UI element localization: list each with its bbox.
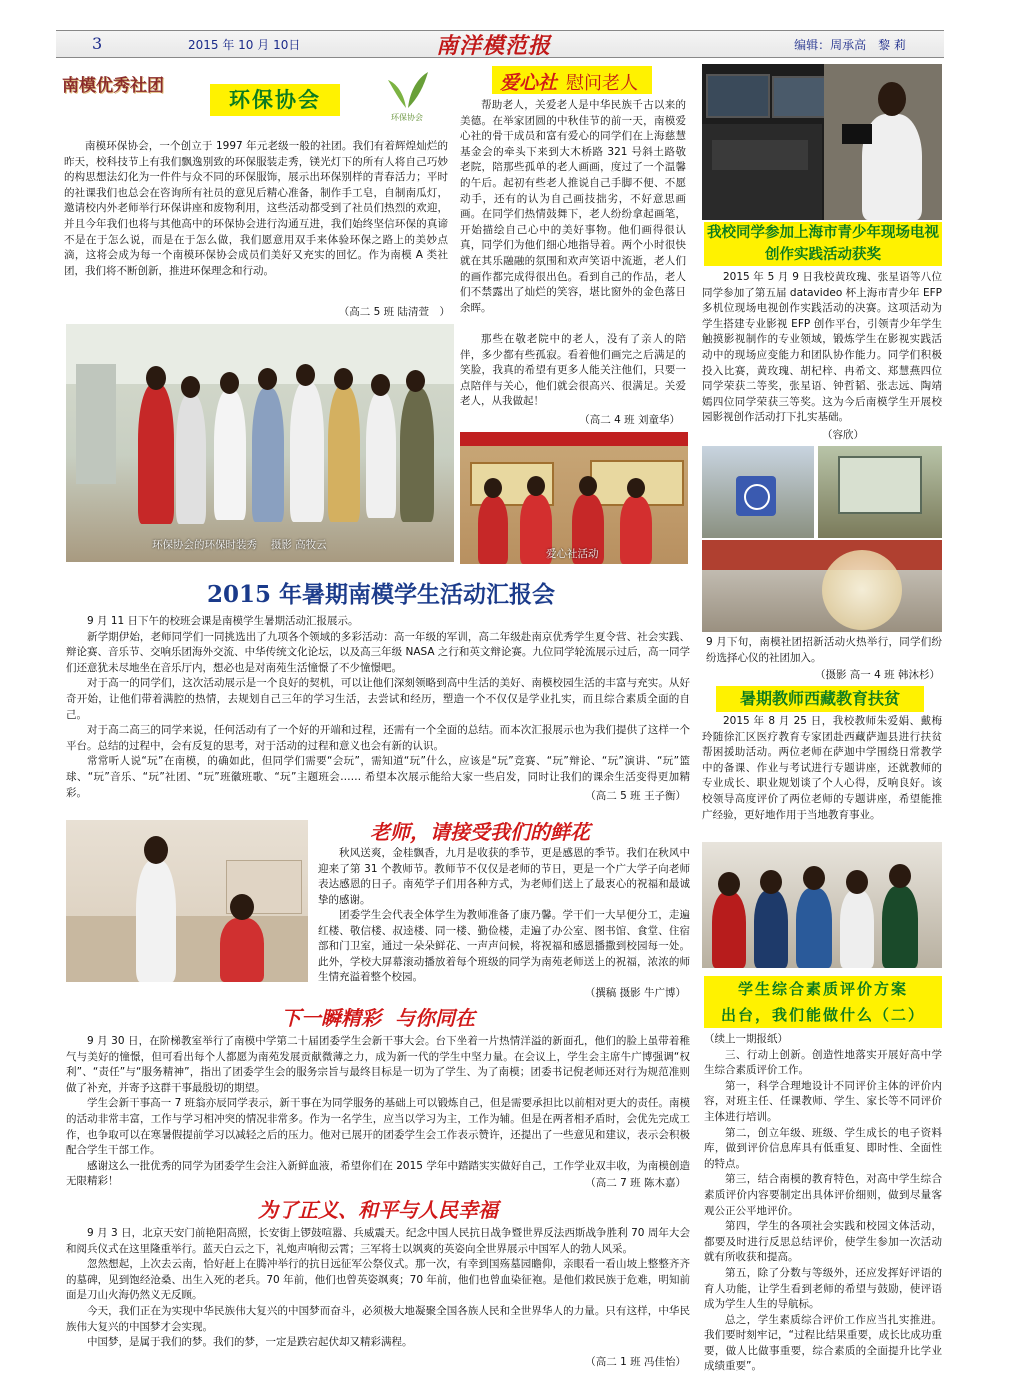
eval-p2: 第一，科学合理地设计不同评价主体的评价内容，对班主任、任课教师、学生、家长等不同评价主体进行培训。 <box>704 1079 942 1123</box>
club-title: 环保协会 <box>210 84 340 116</box>
flower-p2: 团委学生会代表全体学生为教师准备了康乃馨。学干们一大早便分工，走遍红楼、敬信楼、叔逵楼、同一楼、勤俭楼，走遍了办公室、图书馆、食堂、住宿部和门卫室，通过一朵朵鲜花、一声声问候，将祝福和感恩播撒到校园每一处。此外，学校大屏幕滚动播放着每个班级的同学为南苑老师送上的祝福，浓浓的师生情充溢着整个校园。 <box>318 909 690 984</box>
love-p1: 帮助老人，关爱老人是中华民族千古以来的美德。在举家团圆的中秋佳节的前一天，南模爱心社的骨干成员和富有爱心的同学们在上海慈慧基金会的牵头下来到大木桥路 321 号斜土路敬老院，陪那些孤单的老人画画，度过了一个温馨的午后。起初有些老人推说自己手脚不便、不愿动手，还有的认为自己画技拙劣，不好意思画画。在同学们热情鼓舞下，老人纷纷拿起画笔，开始描绘自己心中的美好事物。他们画得很认真，同学们为他们细心地指导着。两个小时很快就在其乐融融的氛围和欢声笑语中流逝，老人们的画作都完成得很出色。看到自己的作品，老人们不禁露出了灿烂的笑容，堪比窗外的金色落日余晖。 <box>460 99 686 314</box>
report-p3: 对于高一的同学们，这次活动展示是一个良好的契机，可以让他们深刻领略到高中生活的美好、南模校园生活的丰富与充实。从好奇开始，让他们带着满腔的热情，去规划自己三年的学习生活，去尝试和经历，塑造一个不仅仅是学业扎实，而且综合素质全面的自己。 <box>66 677 690 721</box>
report-p4: 对于高二高三的同学来说，任何活动有了一个好的开端和过程，还需有一个全面的总结。而本次汇报展示也为我们提供了这样一个平台。总结的过程中，会有反复的思考，对于活动的过程和意义也会有新的认识。 <box>66 724 690 752</box>
eval-p7: 总之，学生素质综合评价工作应当扎实推进。我们要时刻牢记，“过程比结果重要，成长比成功重要，做人比做事重要，综合素质的全面提升比学业成绩重要”。 <box>704 1313 942 1373</box>
eval-p0: （续上一期报纸） <box>704 1033 788 1045</box>
next-title: 下一瞬精彩 与你同在 <box>281 1006 475 1030</box>
club-byline: （高二 5 班 陆清萱 ） <box>338 306 450 318</box>
tv-title: 我校同学参加上海市青少年现场电视创作实践活动获奖 <box>704 222 942 266</box>
love-title-box <box>492 66 652 94</box>
flower-p1: 秋风送爽，金桂飘香，九月是收获的季节，更是感恩的季节。我们在秋风中迎来了第 31 个教师节。教师节不仅仅是老师的节日，更是一个广大学子向老师表达感恩的日子。南苑学子们用各种方式，为老师们送上了最衷心的祝福和最诚挚的感谢。 <box>318 847 690 906</box>
fashion-show-photo <box>66 324 454 562</box>
report-body <box>66 614 690 801</box>
tv-byline: （容欣） <box>822 429 864 441</box>
eval-p1: 三、行动上创新。创造性地落实开展好高中学生综合素质评价工作。 <box>704 1048 942 1077</box>
page-number: 3 <box>92 34 103 53</box>
peace-title: 为了正义、和平与人民幸福 <box>258 1198 498 1222</box>
flower-photo <box>66 820 308 982</box>
report-p5: 常常听人说“玩”在南模，的确如此，但同学们需要“会玩”，需知道“玩”什么，应该是“玩”竞赛、“玩”辩论、“玩”演讲、“玩”篮球、“玩”音乐、“玩”社团、“玩”班徽班歌、“玩”主题班会…… 希望本次展示能给大家一些启发，同时让我们的课余生活变得更加精彩。 <box>66 755 690 799</box>
page-header <box>56 30 944 58</box>
peace-p3: 今天，我们正在为实现中华民族伟大复兴的中国梦而奋斗，必须极大地凝聚全国各族人民和全世界华人的力量。只有这样，中华民族伟大复兴的中国梦才会实现。 <box>66 1304 690 1333</box>
next-p1: 9 月 30 日，在阶梯教室举行了南模中学第二十届团委学生会新干事大会。台下坐着一片热情洋溢的新面孔，他们的脸上虽带着稚气与美好的憧憬，但可看出每个人都愿为南苑发展贡献微薄之力，成为新一代的学生中坚力量。在会议上，学生会主席牛广博强调“权利”、“责任”与“服务精神”，指出了团委学生会的服务宗旨与最终目标是一切为了学生、为了南模；团委书记倪老师还对行为规范准则做了补充，并寄予这群干事最殷切的期望。 <box>66 1035 690 1094</box>
tibet-title: 暑期教师西藏教育扶贫 <box>716 686 924 712</box>
peace-byline: （高二 1 班 冯佳怡） <box>585 1356 686 1368</box>
club-body: 南模环保协会，一个创立于 1997 年元老级一般的社团。我们有着辉煌灿烂的昨天，校科技节上有我们飘逸别致的环保服装走秀，镁光灯下的所有人将自己巧妙的构思想法幻化为一件件与众不同的环保服饰，展示出环保别样的青春活力；平时的社课我们也总会在咨询所有社员的意见后精心准备，制作手工皂，自制南瓜灯，邀请校内外老师举行环保讲座和废物利用，这些活动都受到了社员们热烈的欢迎，并且今年我们也将与其他高中的环保协会进行沟通互进，我们始终坚信环保的真谛不是在于怎么说，而是在于怎么做，我们愿意用双手来体验环保之路上的美妙点滴，这将会成为每一个南模环保协会成员们美好又充实的回忆。作为南模 A 类社团，我们将不断创新，推进环保理念和行动。 <box>64 140 448 277</box>
love-title-b: 慰问老人 <box>566 73 638 94</box>
eval-p3: 第二，创立年级、班级、学生成长的电子资料库，做到评价信息库具有低重复、即时性、全面性的特点。 <box>704 1126 942 1170</box>
peace-p2: 忽然想起，上次去云南，恰好赶上在腾冲举行的抗日远征军公祭仪式。那一次，有幸到国殇墓园瞻仰，亲眼看一看山坡上整整齐齐的墓碑，见到饱经沧桑、出生入死的老兵。70 年前，他们也曾英姿飒爽；70 年前，他们也曾血染征袍。是他们救民族于危难，明知前面是刀山火海仍然义无反顾。 <box>66 1258 690 1302</box>
next-body <box>66 1034 690 1190</box>
tv-studio-photo <box>702 64 942 220</box>
love-society-photo <box>460 432 688 564</box>
flower-title: 老师，请接受我们的鲜花 <box>370 820 590 844</box>
next-p3: 感谢这么一批优秀的同学为团委学生会注入新鲜血液，希望你们在 2015 学年中踏踏实实做好自己，工作学业双丰收，为南模创造无限精彩！ <box>66 1159 690 1188</box>
love-byline: （高二 4 班 刘童华） <box>579 414 680 426</box>
eval-p6: 第五，除了分数与等级外，还应发挥好评语的育人功能，让学生看到老师的希望与鼓励，使评语成为学生人生的导航标。 <box>704 1266 942 1311</box>
recruit-caption: 9 月下旬，南模社团招新活动火热举行，同学们纷纷选择心仪的社团加入。 <box>706 636 942 664</box>
flower-byline: （撰稿 摄影 牛广博） <box>584 987 686 999</box>
masthead-logo: 南洋模范报 <box>436 33 552 59</box>
report-p2: 新学期伊始，老师同学们一同挑选出了九项各个领域的多彩活动：高一年级的军训，高二年级赴南京优秀学生夏令营、社会实践、辩论赛、音乐节、交响乐团海外交流、中华传统文化论坛，以及高三年级 NASA 之行和英文辩论赛。九位同学轮流展示过后，高一同学们还意犹未尽地坐在音乐厅内，想必也是对南苑生活憧憬了不少憧憬吧。 <box>66 630 690 674</box>
teachers-photo <box>702 842 942 968</box>
editors-line: 编辑：周承高 黎 莉 <box>794 38 906 52</box>
eval-title-box <box>704 976 942 1028</box>
report-byline: （高二 5 班 王子衡） <box>585 790 686 802</box>
peace-p1: 9 月 3 日，北京天安门前艳阳高照，长安街上锣鼓喧嚣、兵威震天。纪念中国人民抗日战争暨世界反法西斯战争胜利 70 周年大会和阅兵仪式在这里隆重举行。蓝天白云之下，礼炮声响彻云霄；三军将士以飒爽的英姿向全世界展示中国军人的勃人风采。 <box>66 1227 690 1255</box>
recruit-photo-3 <box>702 540 942 632</box>
tibet-body: 2015 年 8 月 25 日，我校教师朱爱娟、戴梅玲随徐汇区医疗教育专家团赴西藏萨迦县进行扶贫帮困援助活动。两位老师在萨迦中学围绕日常教学中的备课、作业与考试进行专题讲座，还就教师的专业成长、职业规划谈了个人心得，反响良好。该校领导高度评价了两位老师的专题讲座，希望能推广经验，更好地作用于当地教育事业。 <box>702 715 942 821</box>
eco-leaf-icon <box>384 68 430 118</box>
eval-title-2: 出台，我们能做什么（二） <box>720 1006 925 1024</box>
tv-body: 2015 年 5 月 9 日我校黄玫瑰、张星语等八位同学参加了第五届 datavideo 杯上海市青少年 EFP 多机位现场电视创作实践活动的决赛。这项活动为学生搭建专业影视 EFP 创作平台，引领青少年学生触摸影视制作的专业领域，锻炼学生在影视实践活动中的现场应变能力和团队协作能力。同学们积极投入比赛，黄玫瑰、胡杞梓、冉希文、郑慧燕四位同学荣获二等奖，张星语、钟哲韬、张志远、陶靖嫣四位同学荣获三等奖。这为今后南模学生开展校园影视创作活动打下扎实基础。 <box>702 271 942 424</box>
love-title-a: 爱心社 <box>500 72 558 94</box>
fashion-show-caption: 环保协会的环保时装秀 摄影 高牧云 <box>152 539 327 551</box>
next-p2: 学生会新干事高一 7 班翁亦辰同学表示，新干事在为同学服务的基础上可以锻炼自己，但是需要承担比以前相对更大的责任。南模的活动非常丰富，工作与学习相冲突的情况非常多。作为一名学生，应当以学习为主，工作为辅。但是在两者相矛盾时，会优先完成工作，也争取可以在寒暑假提前学习以减轻之后的压力。他对已展开的团委学生会工作表示赞许，还提出了一些意见和建议，表示会积极配合学生干部工作。 <box>66 1097 690 1157</box>
issue-date: 2015 年 10 月 10日 <box>188 38 301 52</box>
peace-p4: 中国梦，是属于我们的梦。我们的梦，一定是跌宕起伏却又精彩满程。 <box>87 1336 413 1349</box>
peace-body <box>66 1226 690 1351</box>
eco-logo-label: 环保协会 <box>391 113 423 122</box>
eval-body <box>704 1032 942 1375</box>
eval-p5: 第四，学生的各项社会实践和校园文体活动，都要及时进行反思总结评价，使学生参加一次活动就有所收获和提高。 <box>704 1220 942 1264</box>
eval-p4: 第三，结合南模的教育特色，对高中学生综合素质评价内容要制定出具体评价细则，做到尽量客观公正公平地评价。 <box>704 1173 942 1217</box>
section-label-clubs: 南模优秀社团 <box>62 76 164 96</box>
love-p2: 那些在敬老院中的老人，没有了亲人的陪伴，多少都有些孤寂。看着他们画完之后满足的笑脸，我真的希望有更多人能关注他们，只要一点陪伴与关心，他们就会很高兴、很满足。关爱老人，从我做起！ <box>460 333 686 408</box>
love-photo-caption: 爱心社活动 <box>546 548 599 560</box>
report-title: 2015 年暑期南模学生活动汇报会 <box>206 581 556 608</box>
report-p1: 9 月 11 日下午的校班会课是南模学生暑期活动汇报展示。 <box>87 615 359 627</box>
recruit-photo-2 <box>818 446 942 538</box>
recruit-byline: （摄影 高一 4 班 韩沐杉） <box>814 669 940 681</box>
next-byline: （高二 7 班 陈木嘉） <box>585 1177 686 1189</box>
recruit-photo-1 <box>702 446 814 538</box>
eval-title-1: 学生综合素质评价方案 <box>737 980 908 998</box>
